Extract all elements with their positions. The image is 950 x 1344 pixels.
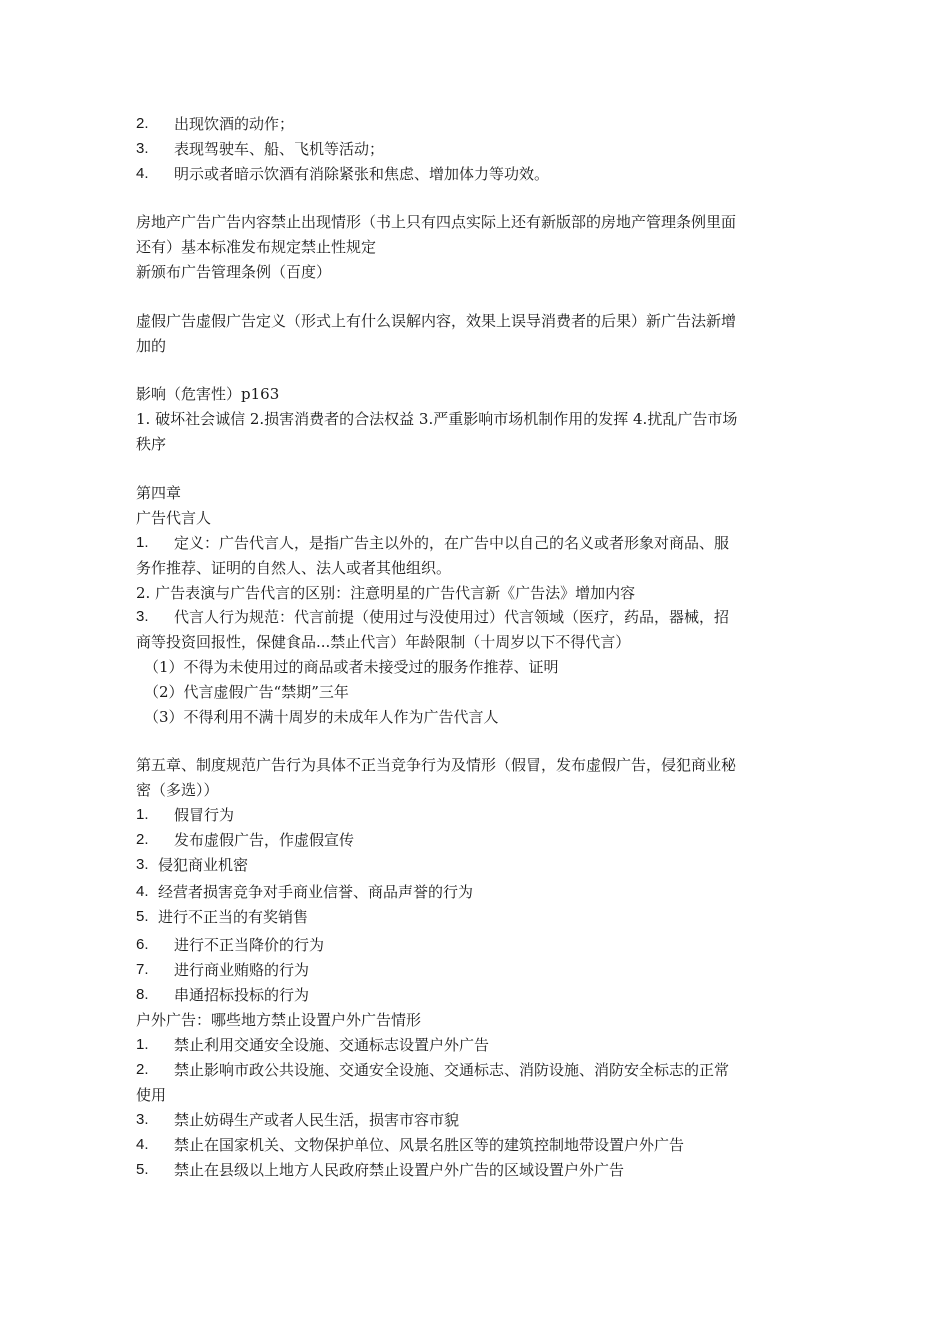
list-text: 定义：广告代言人，是指广告主以外的，在广告中以自己的名义或者形象对商品、服 xyxy=(174,534,730,552)
paragraph-line: 新颁布广告管理条例（百度） xyxy=(136,263,332,281)
paragraph-line: 还有）基本标准发布规定禁止性规定 xyxy=(136,238,377,256)
sub-item: （3）不得利用不满十周岁的未成年人作为广告代言人 xyxy=(144,708,499,726)
list-number: 4. xyxy=(136,1136,149,1153)
list-number: 4. xyxy=(136,165,149,182)
chapter-title: 第四章 xyxy=(136,484,182,502)
section-title: 影响（危害性）p163 xyxy=(136,385,280,403)
list-number: 1. xyxy=(136,806,149,823)
list-item-continuation: 商等投资回报性，保健食品...禁止代言）年龄限制（十周岁以下不得代言） xyxy=(136,633,631,651)
list-number: 3. xyxy=(136,140,149,157)
list-text: 假冒行为 xyxy=(174,806,235,824)
paragraph-line: 1. 破坏社会诚信 2.损害消费者的合法权益 3.严重影响市场机制作用的发挥 4.扰乱广告市场 xyxy=(136,410,738,428)
list-text: 禁止在国家机关、文物保护单位、风景名胜区等的建筑控制地带设置户外广告 xyxy=(174,1136,685,1154)
section-title: 户外广告：哪些地方禁止设置户外广告情形 xyxy=(136,1011,422,1029)
chapter-title-continuation: 密（多选）） xyxy=(136,781,219,799)
list-text: 代言人行为规范：代言前提（使用过与没使用过）代言领域（医疗，药品，器械，招 xyxy=(174,608,730,626)
list-number: 6. xyxy=(136,936,149,953)
list-number: 5. xyxy=(136,908,149,925)
list-text: 禁止妨碍生产或者人民生活，损害市容市貌 xyxy=(174,1111,460,1129)
list-text: 出现饮酒的动作； xyxy=(174,115,295,133)
list-number: 1. xyxy=(136,1036,149,1053)
list-number: 3. xyxy=(136,856,149,873)
list-item: 2. 广告表演与广告代言的区别：注意明星的广告代言新《广告法》增加内容 xyxy=(136,584,636,602)
list-text: 禁止利用交通安全设施、交通标志设置户外广告 xyxy=(174,1036,490,1054)
paragraph-line: 秩序 xyxy=(136,435,167,453)
section-title: 广告代言人 xyxy=(136,509,212,527)
list-text: 侵犯商业机密 xyxy=(158,856,249,874)
paragraph-line: 虚假广告虚假广告定义（形式上有什么误解内容，效果上误导消费者的后果）新广告法新增 xyxy=(136,312,737,330)
list-text: 明示或者暗示饮酒有消除紧张和焦虑、增加体力等功效。 xyxy=(174,165,550,183)
list-number: 4. xyxy=(136,883,149,900)
chapter-title: 第五章、制度规范广告行为具体不正当竞争行为及情形（假冒，发布虚假广告，侵犯商业秘 xyxy=(136,756,737,774)
paragraph-line: 房地产广告广告内容禁止出现情形（书上只有四点实际上还有新版部的房地产管理条例里面 xyxy=(136,213,737,231)
list-number: 3. xyxy=(136,608,149,625)
list-text: 进行不正当的有奖销售 xyxy=(158,908,309,926)
list-text: 表现驾驶车、船、飞机等活动； xyxy=(174,140,385,158)
sub-item: （2）代言虚假广告“禁期”三年 xyxy=(144,683,349,701)
list-item-continuation: 务作推荐、证明的自然人、法人或者其他组织。 xyxy=(136,559,452,577)
list-text: 进行不正当降价的行为 xyxy=(174,936,325,954)
list-text: 串通招标投标的行为 xyxy=(174,986,310,1004)
list-item-continuation: 使用 xyxy=(136,1086,167,1104)
paragraph-line: 加的 xyxy=(136,337,167,355)
list-number: 1. xyxy=(136,534,149,551)
list-text: 进行商业贿赂的行为 xyxy=(174,961,310,979)
sub-item: （1）不得为未使用过的商品或者未接受过的服务作推荐、证明 xyxy=(144,658,559,676)
list-number: 3. xyxy=(136,1111,149,1128)
list-text: 经营者损害竞争对手商业信誉、商品声誉的行为 xyxy=(158,883,474,901)
list-number: 5. xyxy=(136,1161,149,1178)
list-number: 2. xyxy=(136,1061,149,1078)
list-number: 2. xyxy=(136,115,149,132)
list-number: 8. xyxy=(136,986,149,1003)
list-text: 禁止在县级以上地方人民政府禁止设置户外广告的区域设置户外广告 xyxy=(174,1161,625,1179)
list-text: 禁止影响市政公共设施、交通安全设施、交通标志、消防设施、消防安全标志的正常 xyxy=(174,1061,730,1079)
list-number: 7. xyxy=(136,961,149,978)
list-text: 发布虚假广告，作虚假宣传 xyxy=(174,831,355,849)
list-number: 2. xyxy=(136,831,149,848)
